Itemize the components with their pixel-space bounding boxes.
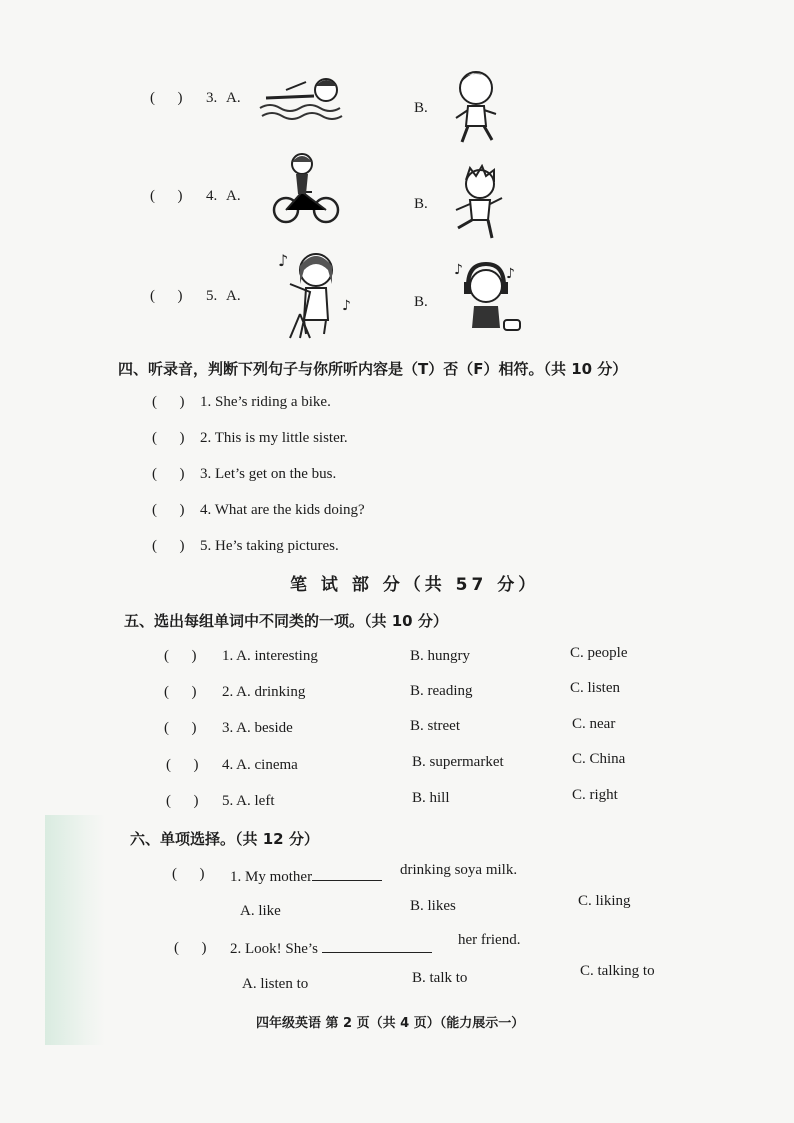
option-c: C. China	[572, 751, 626, 767]
answer-paren[interactable]: ( )	[174, 940, 207, 956]
question-stem	[230, 938, 432, 958]
question-number: 4.	[206, 188, 218, 204]
option-c: C. liking	[578, 893, 631, 909]
running-boy-picture	[448, 66, 504, 148]
stem-end: drinking soya milk.	[400, 862, 518, 878]
option-b: B. talk to	[412, 970, 468, 986]
option-b: B. supermarket	[412, 754, 504, 770]
answer-paren[interactable]: ( )	[166, 757, 199, 773]
option-b: B. hill	[412, 790, 450, 806]
option-b: B. likes	[410, 898, 456, 914]
option-a: 3. A. beside	[222, 720, 293, 736]
sentence-item: 2. This is my little sister.	[200, 430, 348, 446]
answer-paren[interactable]: ( )	[152, 394, 185, 410]
option-a: 5. A. left	[222, 793, 275, 809]
answer-paren[interactable]: ( )	[164, 648, 197, 664]
svg-text:♪: ♪	[278, 251, 289, 270]
option-a: 4. A. cinema	[222, 757, 298, 773]
option-a: 2. A. drinking	[222, 684, 306, 700]
option-b-label: B.	[414, 100, 428, 116]
section-5-heading: 五、选出每组单词中不同类的一项。（共 10 分）	[124, 612, 448, 630]
question-number: 5.	[206, 288, 218, 304]
cycling-girl-picture	[272, 150, 340, 226]
answer-paren[interactable]: ( )	[150, 288, 183, 304]
option-b: B. hungry	[410, 648, 470, 664]
option-a-label: A.	[226, 288, 241, 304]
option-a: 1. A. interesting	[222, 648, 318, 664]
option-a-label: A.	[226, 90, 241, 106]
answer-paren[interactable]: ( )	[152, 430, 185, 446]
sentence-item: 1. She’s riding a bike.	[200, 394, 331, 410]
stem-start: 2. Look! She’s	[230, 941, 318, 957]
option-b: B. reading	[410, 683, 473, 699]
svg-text:♪: ♪	[342, 298, 351, 314]
option-a: A. listen to	[242, 976, 309, 992]
sentence-item: 4. What are the kids doing?	[200, 502, 365, 518]
sentence-item: 3. Let’s get on the bus.	[200, 466, 337, 482]
answer-blank[interactable]	[312, 866, 382, 881]
answer-paren[interactable]: ( )	[164, 684, 197, 700]
option-c: C. right	[572, 787, 618, 803]
option-c: C. near	[572, 716, 616, 732]
svg-text:♪: ♪	[454, 262, 463, 278]
answer-paren[interactable]: ( )	[150, 188, 183, 204]
question-number: 3.	[206, 90, 218, 106]
jumping-boy-picture	[448, 164, 508, 244]
option-a-label: A.	[226, 188, 241, 204]
option-c: C. people	[570, 645, 628, 661]
option-a: A. like	[240, 903, 281, 919]
section-6-heading: 六、单项选择。（共 12 分）	[130, 830, 319, 848]
singing-girl-picture	[276, 244, 354, 340]
written-part-title: 笔 试 部 分（共 57 分）	[290, 575, 540, 595]
option-c: C. listen	[570, 680, 621, 696]
option-b-label: B.	[414, 294, 428, 310]
answer-blank[interactable]	[322, 938, 432, 953]
answer-paren[interactable]: ( )	[164, 720, 197, 736]
paper-stain	[45, 815, 105, 1045]
answer-paren[interactable]: ( )	[152, 538, 185, 554]
sentence-item: 5. He’s taking pictures.	[200, 538, 339, 554]
swimming-boy-picture	[256, 72, 350, 120]
stem-start: 1. My mother	[230, 869, 313, 885]
option-c: C. talking to	[580, 963, 655, 979]
option-b: B. street	[410, 718, 460, 734]
question-stem	[230, 866, 382, 886]
page-footer: 四年级英语 第 2 页（共 4 页）（能力展示一）	[256, 1016, 525, 1031]
answer-paren[interactable]: ( )	[172, 866, 205, 882]
answer-paren[interactable]: ( )	[152, 466, 185, 482]
answer-paren[interactable]: ( )	[150, 90, 183, 106]
svg-text:♪: ♪	[506, 266, 515, 282]
stem-end: her friend.	[458, 932, 521, 948]
option-b-label: B.	[414, 196, 428, 212]
answer-paren[interactable]: ( )	[166, 793, 199, 809]
section-4-heading: 四、听录音，判断下列句子与你所听内容是（T）否（F）相符。（共 10 分）	[118, 360, 628, 378]
answer-paren[interactable]: ( )	[152, 502, 185, 518]
headphones-boy-picture	[454, 256, 524, 342]
